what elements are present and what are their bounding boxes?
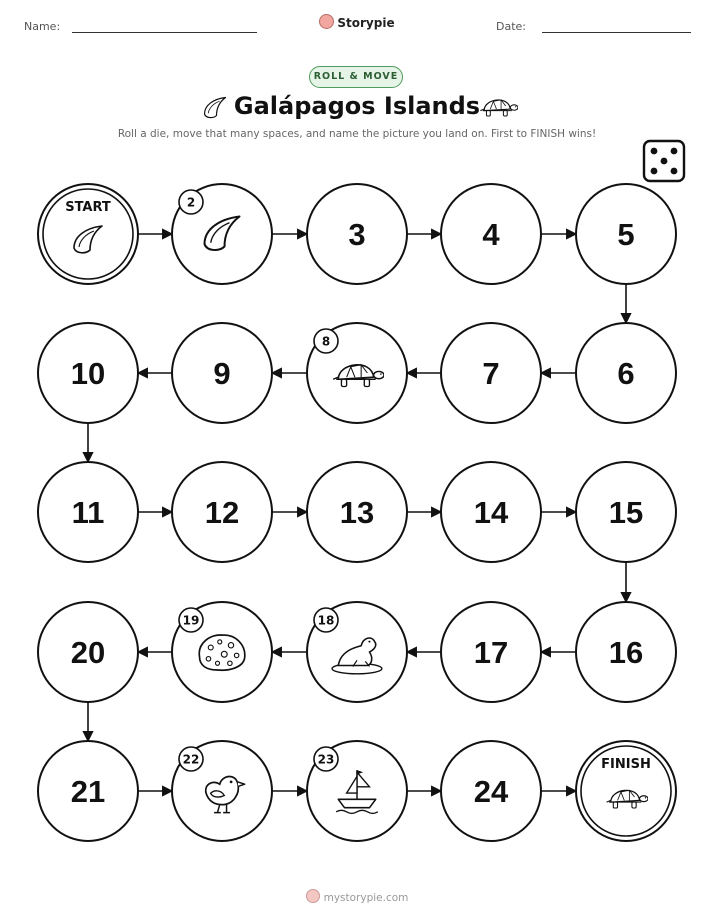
start-label: START xyxy=(65,200,111,215)
board-space-4[interactable] xyxy=(441,184,541,284)
space-number: 9 xyxy=(213,356,231,391)
instructions: Roll a die, move that many spaces, and name the picture you land on. First to FINISH wins! xyxy=(117,128,597,140)
storypie-logo-icon xyxy=(306,889,320,903)
board-space-8[interactable] xyxy=(307,323,407,423)
board-space-15[interactable] xyxy=(576,462,676,562)
space-number: 14 xyxy=(473,495,509,530)
board-space-21[interactable] xyxy=(38,741,138,841)
board-space-3[interactable] xyxy=(307,184,407,284)
page-title: Galápagos Islands xyxy=(233,92,481,120)
die-five-icon xyxy=(644,141,684,181)
space-number: 13 xyxy=(339,495,375,530)
finish-label: FINISH xyxy=(601,757,651,772)
space-number: 17 xyxy=(473,635,509,670)
board-space-6[interactable] xyxy=(576,323,676,423)
board-space-23[interactable] xyxy=(307,741,407,841)
board-space-12[interactable] xyxy=(172,462,272,562)
finish-space[interactable] xyxy=(576,741,676,841)
board-space-16[interactable] xyxy=(576,602,676,702)
space-number-badge-label: 8 xyxy=(321,334,331,349)
space-number: 3 xyxy=(348,217,366,252)
space-number: 4 xyxy=(482,217,500,252)
board-space-19[interactable] xyxy=(172,602,272,702)
lava-rock-icon xyxy=(199,635,245,670)
space-number: 12 xyxy=(204,495,240,530)
footer-url[interactable]: mystorypie.com xyxy=(323,892,409,904)
space-number-badge-label: 22 xyxy=(182,752,200,767)
board-space-9[interactable] xyxy=(172,323,272,423)
board-space-13[interactable] xyxy=(307,462,407,562)
roll-and-move-badge: ROLL & MOVE xyxy=(309,66,403,88)
brand-name: Storypie xyxy=(337,16,395,30)
board-space-7[interactable] xyxy=(441,323,541,423)
board-space-2[interactable] xyxy=(172,184,272,284)
start-space[interactable] xyxy=(38,184,138,284)
board-space-24[interactable] xyxy=(441,741,541,841)
board-space-22[interactable] xyxy=(172,741,272,841)
board-space-17[interactable] xyxy=(441,602,541,702)
tortoise-icon xyxy=(480,100,518,116)
space-number-badge-label: 23 xyxy=(317,752,335,767)
space-number-badge-label: 2 xyxy=(186,195,196,210)
space-number: 6 xyxy=(617,356,635,391)
space-number: 11 xyxy=(71,495,105,530)
claw-icon xyxy=(205,98,226,118)
space-number: 10 xyxy=(70,356,106,391)
name-label: Name: xyxy=(24,20,61,33)
space-number: 7 xyxy=(482,356,500,391)
space-number-badge-label: 18 xyxy=(317,613,335,628)
space-number: 24 xyxy=(473,774,509,809)
space-number: 16 xyxy=(608,635,644,670)
space-number-badge-label: 19 xyxy=(182,613,200,628)
board-space-18[interactable] xyxy=(307,602,407,702)
footer xyxy=(0,889,714,904)
board-space-14[interactable] xyxy=(441,462,541,562)
space-number: 21 xyxy=(70,774,106,809)
space-number: 20 xyxy=(70,635,106,670)
date-label: Date: xyxy=(496,20,526,33)
space-number: 15 xyxy=(608,495,644,530)
board-space-5[interactable] xyxy=(576,184,676,284)
board-space-20[interactable] xyxy=(38,602,138,702)
space-number: 5 xyxy=(617,217,635,252)
board-space-11[interactable] xyxy=(38,462,138,562)
board-space-10[interactable] xyxy=(38,323,138,423)
